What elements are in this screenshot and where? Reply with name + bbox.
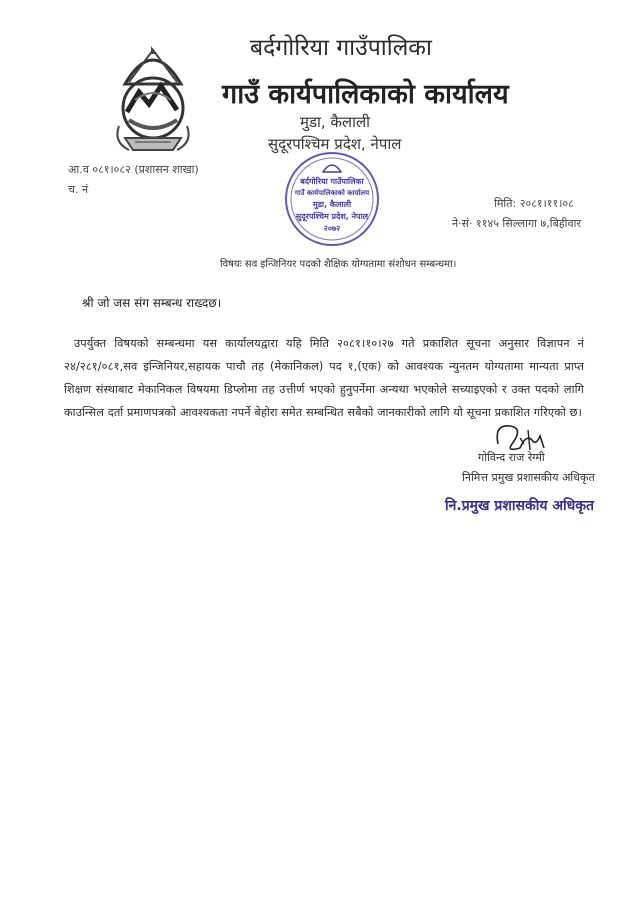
fiscal-year-reference: आ.व ०८१।०८२ (प्रशासन शाखा): [68, 163, 199, 176]
stamp-line-2: गाउँ कार्यपालिकाको कार्यालय: [294, 189, 370, 197]
nepal-sambat-date: ने·सं· ११४५ सिल्लागा ७,बिहीवार: [452, 217, 581, 230]
nepal-emblem-icon: [105, 42, 201, 160]
salutation: श्री जो जस संग सम्बन्ध राख्दछ।: [82, 296, 222, 310]
stamp-line-1: बर्दगोरिया गाउँपालिका: [300, 177, 364, 186]
stamp-line-5: २०७२: [323, 224, 341, 233]
stamp-line-3: मुडा, कैलाली: [312, 200, 352, 209]
official-stamp-icon: [283, 150, 381, 248]
address-line-1: मुडा, कैलाली: [300, 113, 371, 131]
signatory-title: निमित्त प्रमुख प्रशासकीय अधिकृत: [462, 471, 595, 484]
dispatch-number: च. नं: [68, 183, 89, 196]
designation-seal: नि.प्रमुख प्रशासकीय अधिकृत: [445, 498, 594, 514]
issue-date: मिति: २०८१।११।०८: [494, 197, 574, 210]
office-name: गाउँ कार्यपालिकाको कार्यालय: [222, 79, 509, 110]
subject-line: विषयः सव इन्जिनियर पदको शैक्षिक योग्यतामा संशोधन सम्बन्धमा।: [220, 259, 457, 270]
notice-body: उपर्युक्त विषयको सम्बन्धमा यस कार्यालयद्वारा यहि मिति २०८१।१०।२७ गते प्रकाशित सूचना अनुसार विज्ञापन नं २४/२८१/०८१,सव इन्जिनियर,सहायक पाचौ तह (मेकानिकल) पद १,(एक) को आवश्यक न्युनतम योग्यतामा मान्यता प्राप्त शिक्षण संस्थाबाट मेकानिकल विषयमा डिप्लोमा तह उत्तीर्ण भएको हुनुपर्नेमा अन्यथा भएकोले सच्याइएको र उक्त पदको लागि काउन्सिल दर्ता प्रमाणपत्रको आवश्यकता नपर्ने बेहोरा समेत सम्बन्धित सबैको जानकारीको लागि यो सूचना प्रकाशित गरिएको छ।: [64, 337, 584, 419]
municipality-name: बर्दगोरिया गाउँपालिका: [250, 35, 432, 61]
signatory-name: गोविन्द राज रेग्मी: [478, 451, 545, 464]
address-line-2: सुदूरपश्चिम प्रदेश, नेपाल: [268, 135, 402, 153]
stamp-line-4: सुदूरपश्चिम प्रदेश, नेपाल: [295, 212, 369, 221]
